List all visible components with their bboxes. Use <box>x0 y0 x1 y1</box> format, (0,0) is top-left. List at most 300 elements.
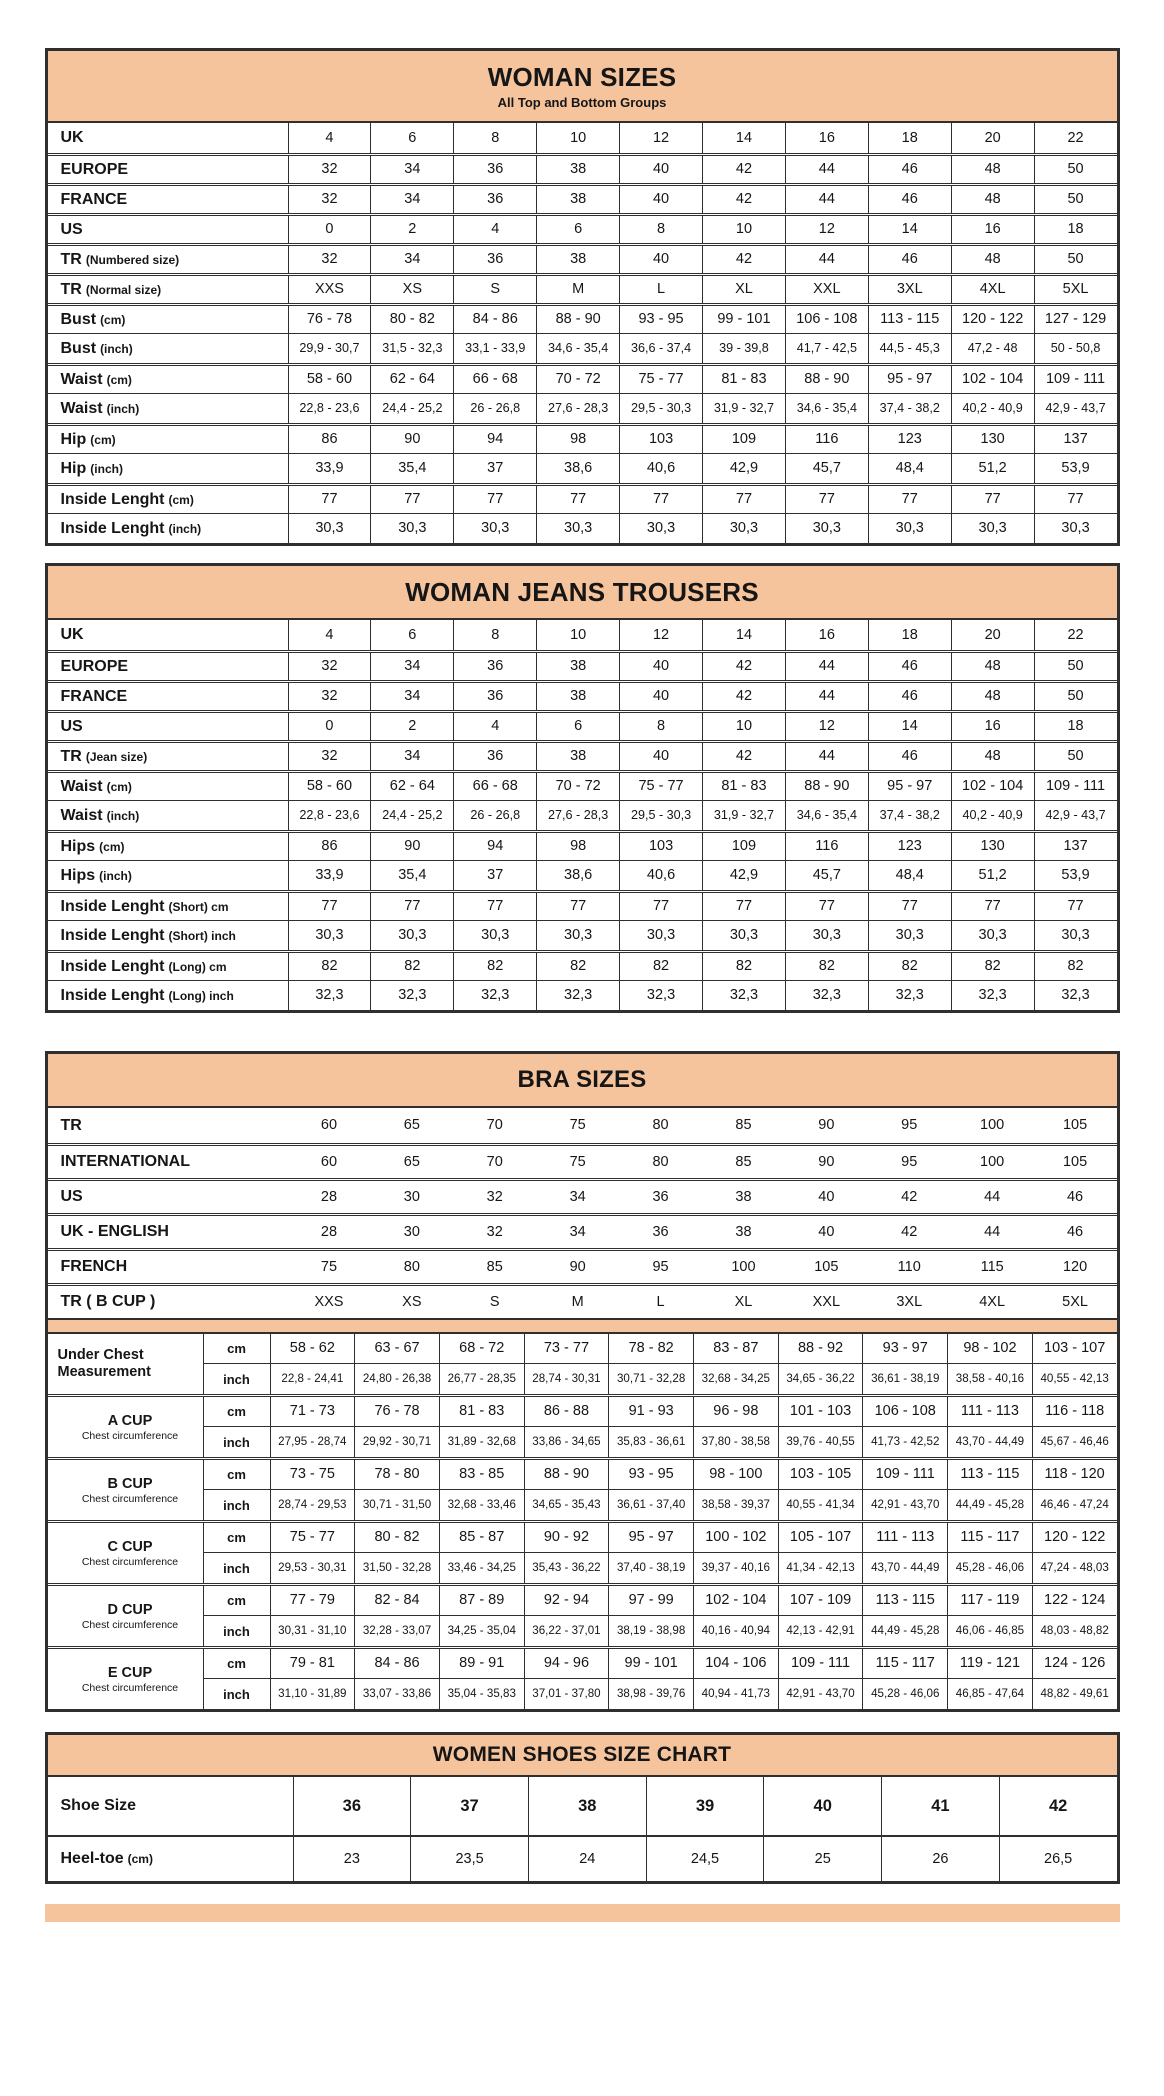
bra-sizes-table <box>45 1051 1120 1712</box>
row-label: TR <box>60 1116 82 1134</box>
size-value: 32,28 - 33,07 <box>354 1616 439 1646</box>
table-row <box>48 1108 1117 1143</box>
size-value: 77 <box>536 486 619 513</box>
size-value: 3XL <box>896 1293 923 1310</box>
size-value: 115 - 117 <box>862 1649 947 1679</box>
size-value: 16 <box>785 620 868 650</box>
size-value: 8 <box>619 713 702 740</box>
size-value: 90 <box>818 1117 835 1134</box>
size-value: 42,91 - 43,70 <box>862 1490 947 1520</box>
size-value: 42,9 - 43,7 <box>1034 394 1117 423</box>
size-value: 30,3 <box>702 514 785 543</box>
size-value: 77 <box>785 486 868 513</box>
size-value: 77 <box>288 486 371 513</box>
size-value: 77 - 79 <box>270 1586 355 1616</box>
size-value: XS <box>402 1293 422 1310</box>
size-value: 111 - 113 <box>862 1523 947 1553</box>
size-value: 110 <box>897 1258 921 1275</box>
size-value: 46 <box>868 246 951 273</box>
size-value: 40,94 - 41,73 <box>693 1679 778 1709</box>
size-value: 36 <box>453 683 536 710</box>
row-label: Inside Lenght (Long) inch <box>60 986 234 1004</box>
size-value: 35,04 - 35,83 <box>439 1679 524 1709</box>
size-value: 23,5 <box>410 1837 528 1881</box>
size-value: 38,98 - 39,76 <box>608 1679 693 1709</box>
size-value: 111 - 113 <box>947 1397 1032 1427</box>
size-value: 116 <box>785 833 868 860</box>
size-value: 40,16 - 40,94 <box>693 1616 778 1646</box>
size-value: 101 - 103 <box>778 1397 863 1427</box>
size-value: 40 <box>619 156 702 183</box>
size-value: 96 - 98 <box>693 1397 778 1427</box>
size-value: 34 <box>569 1223 586 1240</box>
size-value: 123 <box>868 426 951 453</box>
size-value: 22 <box>1034 620 1117 650</box>
size-value: 32,3 <box>702 981 785 1010</box>
woman-sizes-header <box>48 51 1117 123</box>
size-value: 95 <box>901 1117 918 1134</box>
table-row <box>48 1835 1117 1881</box>
size-value: 50 <box>1034 743 1117 770</box>
size-value: 75 <box>569 1153 586 1170</box>
size-value: 46,85 - 47,64 <box>947 1679 1032 1709</box>
row-label: FRANCE <box>60 190 128 208</box>
size-value: 31,10 - 31,89 <box>270 1679 355 1709</box>
size-value: 77 <box>288 893 371 920</box>
size-value: 39,37 - 40,16 <box>693 1553 778 1583</box>
size-value: 24,80 - 26,38 <box>354 1364 439 1394</box>
size-value: 44 <box>785 246 868 273</box>
size-value: 50 <box>1034 156 1117 183</box>
size-value: 34,65 - 36,22 <box>778 1364 863 1394</box>
size-value: 77 <box>951 893 1034 920</box>
size-value: 37 <box>453 454 536 483</box>
size-value: 46 <box>868 186 951 213</box>
size-value: 26 - 26,8 <box>453 801 536 830</box>
size-value: 100 - 102 <box>693 1523 778 1553</box>
size-value: 36 <box>293 1777 411 1835</box>
table-title: BRA SIZES <box>517 1066 647 1093</box>
size-value: 42 <box>901 1223 918 1240</box>
size-value: 10 <box>536 620 619 650</box>
table-row <box>48 243 1117 273</box>
size-value: 98 <box>536 426 619 453</box>
size-value: 6 <box>370 620 453 650</box>
size-value: 25 <box>763 1837 881 1881</box>
size-value: 120 - 122 <box>1032 1523 1117 1553</box>
size-value: 117 - 119 <box>947 1586 1032 1616</box>
size-value: 18 <box>868 620 951 650</box>
size-value: XL <box>702 276 785 303</box>
size-value: 30,3 <box>288 921 371 950</box>
size-value: 95 <box>901 1153 918 1170</box>
size-value: 32,3 <box>453 981 536 1010</box>
size-value: 124 - 126 <box>1032 1649 1117 1679</box>
size-value: 36 <box>453 156 536 183</box>
size-value: 5XL <box>1034 276 1117 303</box>
table-row <box>48 650 1117 680</box>
size-value: 75 - 77 <box>619 366 702 393</box>
size-value: 37,01 - 37,80 <box>524 1679 609 1709</box>
size-value: 90 <box>370 426 453 453</box>
size-value: 35,43 - 36,22 <box>524 1553 609 1583</box>
size-value: 84 - 86 <box>453 306 536 333</box>
size-value: 48 <box>951 186 1034 213</box>
size-value: 33,86 - 34,65 <box>524 1427 609 1457</box>
table-row <box>48 333 1117 363</box>
size-value: 24,5 <box>646 1837 764 1881</box>
row-label: Inside Lenght (Short) inch <box>60 926 236 944</box>
size-value: 38 <box>536 246 619 273</box>
table-row <box>48 363 1117 393</box>
size-value: 105 - 107 <box>778 1523 863 1553</box>
size-value: 48 <box>951 743 1034 770</box>
size-value: 44,49 - 45,28 <box>862 1616 947 1646</box>
size-value: 82 <box>288 953 371 980</box>
size-value: 6 <box>536 216 619 243</box>
size-value: 77 <box>453 893 536 920</box>
size-value: M <box>571 1293 584 1310</box>
size-value: 35,4 <box>370 454 453 483</box>
size-value: 30 <box>403 1223 420 1240</box>
unit-label: inch <box>203 1679 270 1709</box>
size-value: 22,8 - 23,6 <box>288 801 371 830</box>
size-value: 48,82 - 49,61 <box>1032 1679 1117 1709</box>
row-label: Heel-toe (cm) <box>60 1850 153 1867</box>
size-value: 109 - 111 <box>778 1649 863 1679</box>
size-value: 40 <box>619 743 702 770</box>
size-value: 45,28 - 46,06 <box>862 1679 947 1709</box>
size-value: 82 <box>619 953 702 980</box>
size-value: 120 - 122 <box>951 306 1034 333</box>
size-value: 130 <box>951 426 1034 453</box>
size-value: 42 <box>702 246 785 273</box>
size-value: 77 <box>619 893 702 920</box>
size-value: 97 - 99 <box>608 1586 693 1616</box>
size-value: 44,49 - 45,28 <box>947 1490 1032 1520</box>
size-value: 36,6 - 37,4 <box>619 334 702 363</box>
size-value: 28 <box>320 1188 338 1205</box>
size-value: 92 - 94 <box>524 1586 609 1616</box>
size-value: 102 - 104 <box>951 773 1034 800</box>
size-value: 44 <box>785 156 868 183</box>
size-value: 90 <box>818 1153 835 1170</box>
size-value: 29,9 - 30,7 <box>288 334 371 363</box>
size-value: 82 - 84 <box>354 1586 439 1616</box>
size-value: 31,89 - 32,68 <box>439 1427 524 1457</box>
size-value: 94 - 96 <box>524 1649 609 1679</box>
size-value: 37,4 - 38,2 <box>868 801 951 830</box>
size-value: 42,9 - 43,7 <box>1034 801 1117 830</box>
size-value: 38 <box>536 743 619 770</box>
size-value: 116 <box>785 426 868 453</box>
size-value: 32 <box>288 653 371 680</box>
size-value: 77 <box>453 486 536 513</box>
size-value: 77 <box>785 893 868 920</box>
size-value: 85 <box>735 1153 752 1170</box>
size-value: 47,24 - 48,03 <box>1032 1553 1117 1583</box>
size-value: XXS <box>288 276 371 303</box>
size-value: 38 <box>528 1777 646 1835</box>
row-label: US <box>60 717 83 735</box>
size-value: 70 <box>486 1117 503 1134</box>
size-value: 30,3 <box>951 514 1034 543</box>
size-value: 33,07 - 33,86 <box>354 1679 439 1709</box>
row-label: Inside Lenght (cm) <box>60 490 194 508</box>
cup-label-main: B CUP <box>107 1475 153 1492</box>
table-row <box>48 1143 1117 1178</box>
table-row <box>48 710 1117 740</box>
size-value: 46,46 - 47,24 <box>1032 1490 1117 1520</box>
size-value: L <box>619 276 702 303</box>
size-value: 4XL <box>979 1293 1006 1310</box>
size-value: 32,68 - 33,46 <box>439 1490 524 1520</box>
size-value: 38,19 - 38,98 <box>608 1616 693 1646</box>
size-value: 80 <box>652 1153 669 1170</box>
size-value: 77 <box>702 486 785 513</box>
size-value: 137 <box>1034 833 1117 860</box>
size-value: 30,3 <box>370 921 453 950</box>
size-value: 76 - 78 <box>354 1397 439 1427</box>
size-value: 53,9 <box>1034 861 1117 890</box>
row-label: UK <box>60 129 84 146</box>
unit-label: inch <box>203 1490 270 1520</box>
size-value: 4 <box>453 216 536 243</box>
size-value: 73 - 75 <box>270 1460 355 1490</box>
size-value: 3XL <box>868 276 951 303</box>
row-label: Waist (cm) <box>60 777 132 795</box>
cup-label-main: A CUP <box>107 1412 153 1429</box>
table-row <box>48 980 1117 1010</box>
size-value: 44 <box>984 1188 1001 1205</box>
row-label: Bust (inch) <box>60 339 133 357</box>
size-value: 43,70 - 44,49 <box>862 1553 947 1583</box>
size-value: 90 - 92 <box>524 1523 609 1553</box>
size-value: 77 <box>619 486 702 513</box>
size-value: 95 <box>652 1258 669 1275</box>
table-row <box>48 153 1117 183</box>
size-value: 100 <box>980 1117 1005 1134</box>
size-value: 75 <box>320 1258 338 1275</box>
size-value: 63 - 67 <box>354 1334 439 1364</box>
size-value: 36,22 - 37,01 <box>524 1616 609 1646</box>
size-value: 24,4 - 25,2 <box>370 394 453 423</box>
table-row <box>48 1248 1117 1283</box>
row-label: Waist (inch) <box>60 399 140 417</box>
size-value: 46,06 - 46,85 <box>947 1616 1032 1646</box>
size-value: 30,3 <box>868 921 951 950</box>
table-row <box>48 513 1117 543</box>
size-value: 38 <box>536 186 619 213</box>
size-value: 86 <box>288 833 371 860</box>
size-value: 18 <box>1034 713 1117 740</box>
table-row <box>48 483 1117 513</box>
size-value: 40,55 - 41,34 <box>778 1490 863 1520</box>
size-value: 41,7 - 42,5 <box>785 334 868 363</box>
size-value: 105 <box>1062 1117 1088 1134</box>
size-value: 43,70 - 44,49 <box>947 1427 1032 1457</box>
size-value: 32,3 <box>536 981 619 1010</box>
bra-header <box>48 1054 1117 1108</box>
size-value: 40 <box>619 186 702 213</box>
size-value: 30,3 <box>536 921 619 950</box>
size-chart-page <box>0 48 1164 2096</box>
size-value: 40,6 <box>619 861 702 890</box>
size-value: 48,4 <box>868 454 951 483</box>
size-value: 32,3 <box>370 981 453 1010</box>
size-value: 77 <box>536 893 619 920</box>
size-value: 30,3 <box>536 514 619 543</box>
size-value: 127 - 129 <box>1034 306 1117 333</box>
size-value: 32 <box>288 683 371 710</box>
size-value: 88 - 92 <box>778 1334 863 1364</box>
row-label: Inside Lenght (Short) cm <box>60 897 229 915</box>
size-value: 32,68 - 34,25 <box>693 1364 778 1394</box>
size-value: 68 - 72 <box>439 1334 524 1364</box>
size-value: 102 - 104 <box>693 1586 778 1616</box>
shoes-rows <box>48 1777 1117 1881</box>
size-value: XS <box>370 276 453 303</box>
size-value: 77 <box>370 486 453 513</box>
size-value: 30,3 <box>1034 514 1117 543</box>
size-value: 100 <box>731 1258 756 1275</box>
size-value: 40 <box>619 246 702 273</box>
size-value: 83 - 87 <box>693 1334 778 1364</box>
size-value: 103 - 105 <box>778 1460 863 1490</box>
size-value: 35,4 <box>370 861 453 890</box>
size-value: 46 <box>868 683 951 710</box>
size-value: 44 <box>785 653 868 680</box>
size-value: 90 <box>370 833 453 860</box>
cup-label-sub: Chest circumference <box>81 1555 179 1568</box>
row-label: Waist (cm) <box>60 370 132 388</box>
row-label: US <box>60 1188 83 1205</box>
size-value: 82 <box>868 953 951 980</box>
table-row <box>48 770 1117 800</box>
size-value: 86 <box>288 426 371 453</box>
size-value: 94 <box>453 426 536 453</box>
row-label: Hip (inch) <box>60 459 123 477</box>
size-value: 36 <box>453 186 536 213</box>
size-value: 33,46 - 34,25 <box>439 1553 524 1583</box>
size-value: 77 <box>1034 893 1117 920</box>
size-value: 31,9 - 32,7 <box>702 394 785 423</box>
row-label: UK <box>60 626 84 643</box>
size-value: 10 <box>702 216 785 243</box>
unit-label: cm <box>203 1586 270 1616</box>
table-row <box>48 860 1117 890</box>
size-value: 45,7 <box>785 861 868 890</box>
size-value: 109 - 111 <box>862 1460 947 1490</box>
size-value: 34,6 - 35,4 <box>785 801 868 830</box>
size-value: 6 <box>536 713 619 740</box>
size-value: 82 <box>453 953 536 980</box>
size-value: 104 - 106 <box>693 1649 778 1679</box>
size-value: 100 <box>980 1153 1005 1170</box>
size-value: 81 - 83 <box>702 366 785 393</box>
size-value: 29,5 - 30,3 <box>619 801 702 830</box>
bottom-accent-bar <box>45 1904 1120 1922</box>
size-value: 113 - 115 <box>947 1460 1032 1490</box>
size-value: 6 <box>370 123 453 153</box>
size-value: 27,6 - 28,3 <box>536 394 619 423</box>
size-value: 86 - 88 <box>524 1397 609 1427</box>
size-value: 109 <box>702 833 785 860</box>
size-value: 85 - 87 <box>439 1523 524 1553</box>
size-value: XL <box>734 1293 753 1310</box>
size-value: 42,13 - 42,91 <box>778 1616 863 1646</box>
size-value: 88 - 90 <box>785 773 868 800</box>
row-label: Hips (inch) <box>60 866 132 884</box>
size-value: 33,9 <box>288 861 371 890</box>
cup-block <box>48 1457 1117 1520</box>
size-value: 32,3 <box>1034 981 1117 1010</box>
size-value: 26 <box>881 1837 999 1881</box>
table-row <box>48 680 1117 710</box>
size-value: 88 - 90 <box>536 306 619 333</box>
row-label: FRENCH <box>60 1258 128 1275</box>
size-value: 77 <box>702 893 785 920</box>
size-value: 30,3 <box>453 514 536 543</box>
shoes-size-table <box>45 1732 1120 1884</box>
size-value: 77 <box>370 893 453 920</box>
row-label: Waist (inch) <box>60 806 140 824</box>
size-value: 90 <box>569 1258 586 1275</box>
table-row <box>48 800 1117 830</box>
size-value: 42,9 <box>702 454 785 483</box>
size-value: 42 <box>901 1188 918 1205</box>
size-value: 20 <box>951 123 1034 153</box>
size-value: 40 <box>818 1188 835 1205</box>
size-value: 82 <box>536 953 619 980</box>
size-value: 2 <box>370 216 453 243</box>
size-value: 32 <box>288 156 371 183</box>
size-value: 62 - 64 <box>370 773 453 800</box>
size-value: 34,65 - 35,43 <box>524 1490 609 1520</box>
size-value: 24 <box>528 1837 646 1881</box>
size-value: XXS <box>314 1293 344 1310</box>
size-value: 102 - 104 <box>951 366 1034 393</box>
table-row <box>48 453 1117 483</box>
size-value: 42 <box>702 743 785 770</box>
row-label: TR (Jean size) <box>60 747 148 765</box>
size-value: 22,8 - 24,41 <box>270 1364 355 1394</box>
jeans-rows <box>48 620 1117 1010</box>
size-value: 47,2 - 48 <box>951 334 1034 363</box>
size-value: 79 - 81 <box>270 1649 355 1679</box>
cup-block <box>48 1583 1117 1646</box>
size-value: 44 <box>785 186 868 213</box>
cup-label <box>48 1397 203 1457</box>
size-value: 30,3 <box>1034 921 1117 950</box>
size-value: 35,83 - 36,61 <box>608 1427 693 1457</box>
size-value: 105 <box>1062 1153 1088 1170</box>
table-row <box>48 620 1117 650</box>
size-value: 46 <box>868 743 951 770</box>
table-row <box>48 830 1117 860</box>
bra-band-rows <box>48 1108 1117 1318</box>
cup-block <box>48 1520 1117 1583</box>
size-value: 80 - 82 <box>370 306 453 333</box>
size-value: 37,4 - 38,2 <box>868 394 951 423</box>
size-value: 30,31 - 31,10 <box>270 1616 355 1646</box>
size-value: 16 <box>951 216 1034 243</box>
size-value: 71 - 73 <box>270 1397 355 1427</box>
size-value: 16 <box>951 713 1034 740</box>
size-value: 30,3 <box>951 921 1034 950</box>
size-value: 119 - 121 <box>947 1649 1032 1679</box>
cup-label-main: D CUP <box>107 1601 153 1618</box>
